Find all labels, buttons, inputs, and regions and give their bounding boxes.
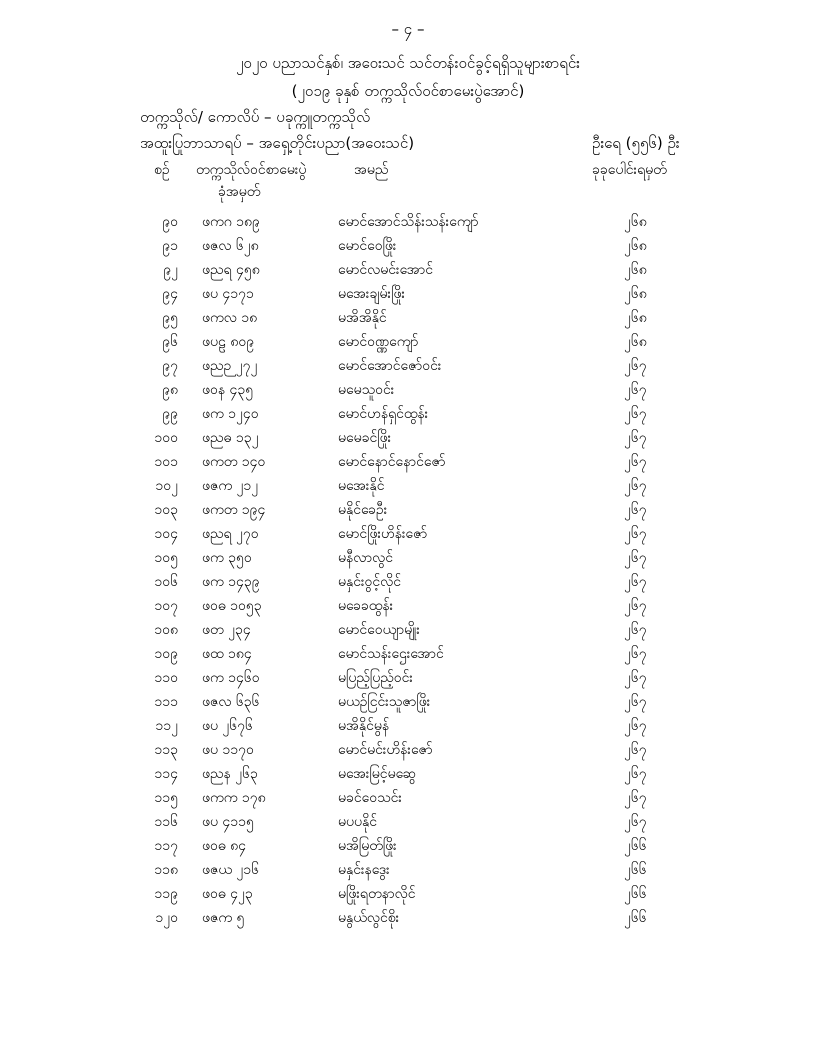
student-name-cell: မနှင်းနဒွေး — [338, 862, 390, 878]
serial-number-cell: ၁၀၇ — [154, 598, 178, 614]
table-row — [0, 284, 816, 308]
student-name-cell: မောင်ဝဏ္ဏကျော် — [338, 334, 419, 350]
university-label: တက္ကသိုလ်/ ကောလိပ် – ပခုက္ကူတက္ကသိုလ် — [140, 108, 371, 126]
table-row — [0, 860, 816, 884]
roll-number-cell: ဖဇယ ၂၁၆ — [202, 862, 259, 878]
roll-number-cell: ဖညဉ ၂၇၂ — [202, 358, 258, 374]
roll-number-cell: ဖကတ ၁၉၄ — [202, 502, 266, 518]
table-row — [0, 908, 816, 932]
student-name-cell: မအိနိုင်မွန် — [338, 718, 390, 734]
student-name-cell: မဖြိုးရတနာလိုင် — [338, 886, 416, 902]
roll-number-cell: ဖဝန ၄၃၅ — [202, 382, 254, 398]
roll-column-header-line2: ခုံအမှတ် — [218, 184, 261, 200]
score-cell: ၂၆၈ — [624, 286, 647, 302]
roll-number-cell: ဖက ၃၅၀ — [202, 550, 252, 566]
serial-number-cell: ၁၁၆ — [154, 814, 178, 830]
serial-number-cell: ၉၆ — [162, 334, 178, 350]
student-name-cell: မအေးချမ်းဖြိုး — [338, 286, 406, 302]
page-number: – ၄ – — [391, 20, 425, 38]
table-row — [0, 452, 816, 476]
serial-number-cell: ၁၀၉ — [154, 646, 178, 662]
table-row — [0, 740, 816, 764]
roll-number-cell: ဖပ ၄၁၁၅ — [202, 814, 254, 830]
table-row — [0, 596, 816, 620]
student-name-cell: မခေခထွန်း — [338, 598, 394, 614]
table-row — [0, 836, 816, 860]
student-list — [0, 212, 816, 932]
student-name-cell: မမေသူဝင်း — [338, 382, 395, 398]
serial-number-cell: ၁၀၆ — [154, 574, 178, 590]
roll-number-cell: ဖဝဓ ၈၄ — [202, 838, 247, 854]
table-row — [0, 572, 816, 596]
score-cell: ၂၆၇ — [624, 814, 647, 830]
table-row — [0, 308, 816, 332]
serial-number-cell: ၁၁၈ — [154, 862, 178, 878]
score-cell: ၂၆၇ — [624, 478, 647, 494]
serial-column-header: စဉ် — [154, 162, 170, 178]
serial-number-cell: ၁၀၁ — [154, 454, 178, 470]
score-cell: ၂၆၇ — [624, 574, 647, 590]
serial-number-cell: ၉၇ — [162, 358, 178, 374]
roll-number-cell: ဖညရ ၄၅၈ — [202, 262, 260, 278]
score-cell: ၂၆၇ — [624, 790, 647, 806]
roll-number-cell: ဖပဠ ၈၀၉ — [202, 334, 255, 350]
serial-number-cell: ၁၁၀ — [154, 670, 178, 686]
table-row — [0, 716, 816, 740]
serial-number-cell: ၉၄ — [162, 286, 178, 302]
score-cell: ၂၆၇ — [624, 406, 647, 422]
student-name-cell: မပြည့်ပြည့်ဝင်း — [338, 670, 413, 686]
score-cell: ၂၆၆ — [624, 862, 647, 878]
roll-number-cell: ဖက ၁၄၃၉ — [202, 574, 260, 590]
student-name-cell: မနီလာလွင် — [338, 550, 394, 566]
roll-number-cell: ဖပ ၄၁၇၁ — [202, 286, 254, 302]
table-row — [0, 212, 816, 236]
score-cell: ၂၆၈ — [624, 310, 647, 326]
table-row — [0, 236, 816, 260]
score-column-header: ခုခုပေါင်းရမှတ် — [592, 162, 667, 178]
roll-number-cell: ဖကက ၁၇၈ — [202, 790, 266, 806]
roll-number-cell: ဖတ ၂၃၄ — [202, 622, 251, 638]
roll-number-cell: ဖပ ၁၁၇၀ — [202, 742, 254, 758]
student-name-cell: မအိမြတ်ဖြိုး — [338, 838, 397, 854]
serial-number-cell: ၉၈ — [162, 382, 178, 398]
serial-number-cell: ၉၂ — [163, 262, 178, 278]
student-name-cell: မောင်မင်းဟိန်းဇော် — [338, 742, 433, 758]
roll-number-cell: ဖက ၁၂၄၀ — [202, 406, 259, 422]
score-cell: ၂၆၇ — [624, 742, 647, 758]
table-row — [0, 812, 816, 836]
table-row — [0, 500, 816, 524]
roll-number-cell: ဖကတ ၁၄၀ — [202, 454, 266, 470]
table-row — [0, 332, 816, 356]
serial-number-cell: ၁၀၅ — [154, 550, 178, 566]
score-cell: ၂၆၇ — [624, 718, 647, 734]
score-cell: ၂၆၇ — [624, 382, 647, 398]
score-cell: ၂၆၇ — [624, 430, 647, 446]
serial-number-cell: ၁၂၀ — [155, 910, 178, 926]
roll-number-cell: ဖဇက ၅ — [202, 910, 245, 926]
table-row — [0, 356, 816, 380]
roll-number-cell: ဖဝဓ ၁၀၅၃ — [202, 598, 262, 614]
roll-number-cell: ဖထ ၁၈၄ — [202, 646, 252, 662]
table-row — [0, 476, 816, 500]
score-cell: ၂၆၇ — [624, 502, 647, 518]
serial-number-cell: ၁၀၂ — [155, 478, 178, 494]
student-name-cell: မပပနိုင် — [338, 814, 377, 830]
student-name-cell: မယဉ်ငြင်းသူဇာဖြိုး — [338, 694, 431, 710]
table-row — [0, 764, 816, 788]
serial-number-cell: ၁၁၄ — [154, 766, 178, 782]
serial-number-cell: ၉၁ — [162, 238, 178, 254]
roll-number-cell: ဖဇက ၂၁၂ — [202, 478, 259, 494]
roll-number-cell: ဖညန ၂၆၃ — [202, 766, 258, 782]
score-cell: ၂၆၇ — [624, 622, 647, 638]
roll-number-cell: ဖပ ၂၆၇၆ — [202, 718, 253, 734]
student-name-cell: မအိအိနိုင် — [338, 310, 387, 326]
total-count: ဦးရေ (၅၅၆) ဦး — [592, 134, 680, 152]
table-row — [0, 404, 816, 428]
roll-number-cell: ဖဇလ ၆၂၈ — [202, 238, 259, 254]
roll-number-cell: ဖဇလ ၆၃၆ — [202, 694, 260, 710]
serial-number-cell: ၁၀၀ — [154, 430, 178, 446]
student-name-cell: မောင်ဖြိုးဟိန်းဇော် — [338, 526, 428, 542]
score-cell: ၂၆၇ — [624, 670, 647, 686]
student-name-cell: မအေးမြင့်မဆွေ — [338, 766, 417, 782]
serial-number-cell: ၁၁၉ — [154, 886, 178, 902]
student-name-cell: မခင်ဝေသင်း — [338, 790, 402, 806]
name-column-header: အမည် — [354, 162, 389, 178]
serial-number-cell: ၉၅ — [162, 310, 178, 326]
score-cell: ၂၆၇ — [624, 646, 647, 662]
table-row — [0, 644, 816, 668]
student-name-cell: မောင်အောင်ဇော်ဝင်း — [338, 358, 442, 374]
student-name-cell: မနှင်းဝွင့်လိုင် — [338, 574, 402, 590]
student-name-cell: မောင်အောင်သိန်းသန်းကျော် — [338, 214, 479, 230]
roll-number-cell: ဖကဂ ၁၈၉ — [202, 214, 260, 230]
student-name-cell: မောင်နောင်နောင်ဇော် — [338, 454, 446, 470]
serial-number-cell: ၉၀ — [162, 214, 178, 230]
table-row — [0, 620, 816, 644]
roll-column-header: တက္ကသိုလ်ဝင်စာမေးပွဲ — [196, 162, 307, 178]
student-name-cell: မောင်ဝေဖြိုး — [338, 238, 397, 254]
roll-number-cell: ဖက ၁၄၆၀ — [202, 670, 260, 686]
serial-number-cell: ၁၀၄ — [154, 526, 178, 542]
student-name-cell: မောင်ဟန်ရှင်ထွန်း — [338, 406, 429, 422]
document-subtitle: (၂၀၁၉ ခုနှစ် တက္ကသိုလ်ဝင်စာမေးပွဲအောင်) — [291, 82, 525, 100]
student-name-cell: မောင်ဝေယျာမျိုး — [338, 622, 420, 638]
score-cell: ၂၆၇ — [624, 526, 647, 542]
roll-number-cell: ဖညရ ၂၇၀ — [202, 526, 259, 542]
roll-number-cell: ဖကလ ၁၈ — [202, 310, 258, 326]
score-cell: ၂၆၇ — [624, 694, 647, 710]
serial-number-cell: ၁၀၈ — [154, 622, 178, 638]
score-cell: ၂၆၇ — [624, 550, 647, 566]
score-cell: ၂၆၇ — [624, 358, 647, 374]
serial-number-cell: ၁၁၅ — [154, 790, 178, 806]
score-cell: ၂၆၇ — [624, 454, 647, 470]
serial-number-cell: ၁၁၃ — [154, 742, 178, 758]
serial-number-cell: ၁၀၃ — [154, 502, 178, 518]
student-name-cell: မောင်လမင်းအောင် — [338, 262, 433, 278]
score-cell: ၂၆၆ — [624, 910, 647, 926]
student-name-cell: မနိုင်ခေဦး — [338, 502, 388, 518]
score-cell: ၂၆၈ — [624, 214, 647, 230]
table-row — [0, 788, 816, 812]
student-name-cell: မောင်သန်းဌေးအောင် — [338, 646, 444, 662]
major-label: အထူးပြုဘာသာရပ် – အရှေ့တိုင်းပညာ(အဝေးသင်) — [140, 134, 415, 152]
score-cell: ၂၆၈ — [624, 238, 647, 254]
table-row — [0, 884, 816, 908]
serial-number-cell: ၁၁၂ — [155, 718, 178, 734]
table-row — [0, 428, 816, 452]
table-row — [0, 692, 816, 716]
table-row — [0, 668, 816, 692]
serial-number-cell: ၉၉ — [162, 406, 178, 422]
score-cell: ၂၆၇ — [624, 598, 647, 614]
student-name-cell: မနွယ်လွင်စိုး — [338, 910, 400, 926]
table-row — [0, 380, 816, 404]
table-row — [0, 548, 816, 572]
serial-number-cell: ၁၁၁ — [154, 694, 178, 710]
score-cell: ၂၆၈ — [624, 334, 647, 350]
student-name-cell: မမေခင်ဖြိုး — [338, 430, 392, 446]
table-row — [0, 524, 816, 548]
roll-number-cell: ဖညဓ ၁၃၂ — [202, 430, 259, 446]
student-name-cell: မအေးနိုင် — [338, 478, 385, 494]
document-title: ၂၀၂၀ ပညာသင်နှစ်၊ အဝေးသင် သင်တန်းဝင်ခွင့်ရရှိသူများစာရင်း — [236, 54, 580, 72]
roll-number-cell: ဖဝဓ ၄၂၃ — [202, 886, 253, 902]
score-cell: ၂၆၆ — [624, 886, 647, 902]
serial-number-cell: ၁၁၇ — [154, 838, 178, 854]
table-row — [0, 260, 816, 284]
score-cell: ၂၆၈ — [624, 262, 647, 278]
score-cell: ၂၆၇ — [624, 766, 647, 782]
score-cell: ၂၆၆ — [624, 838, 647, 854]
